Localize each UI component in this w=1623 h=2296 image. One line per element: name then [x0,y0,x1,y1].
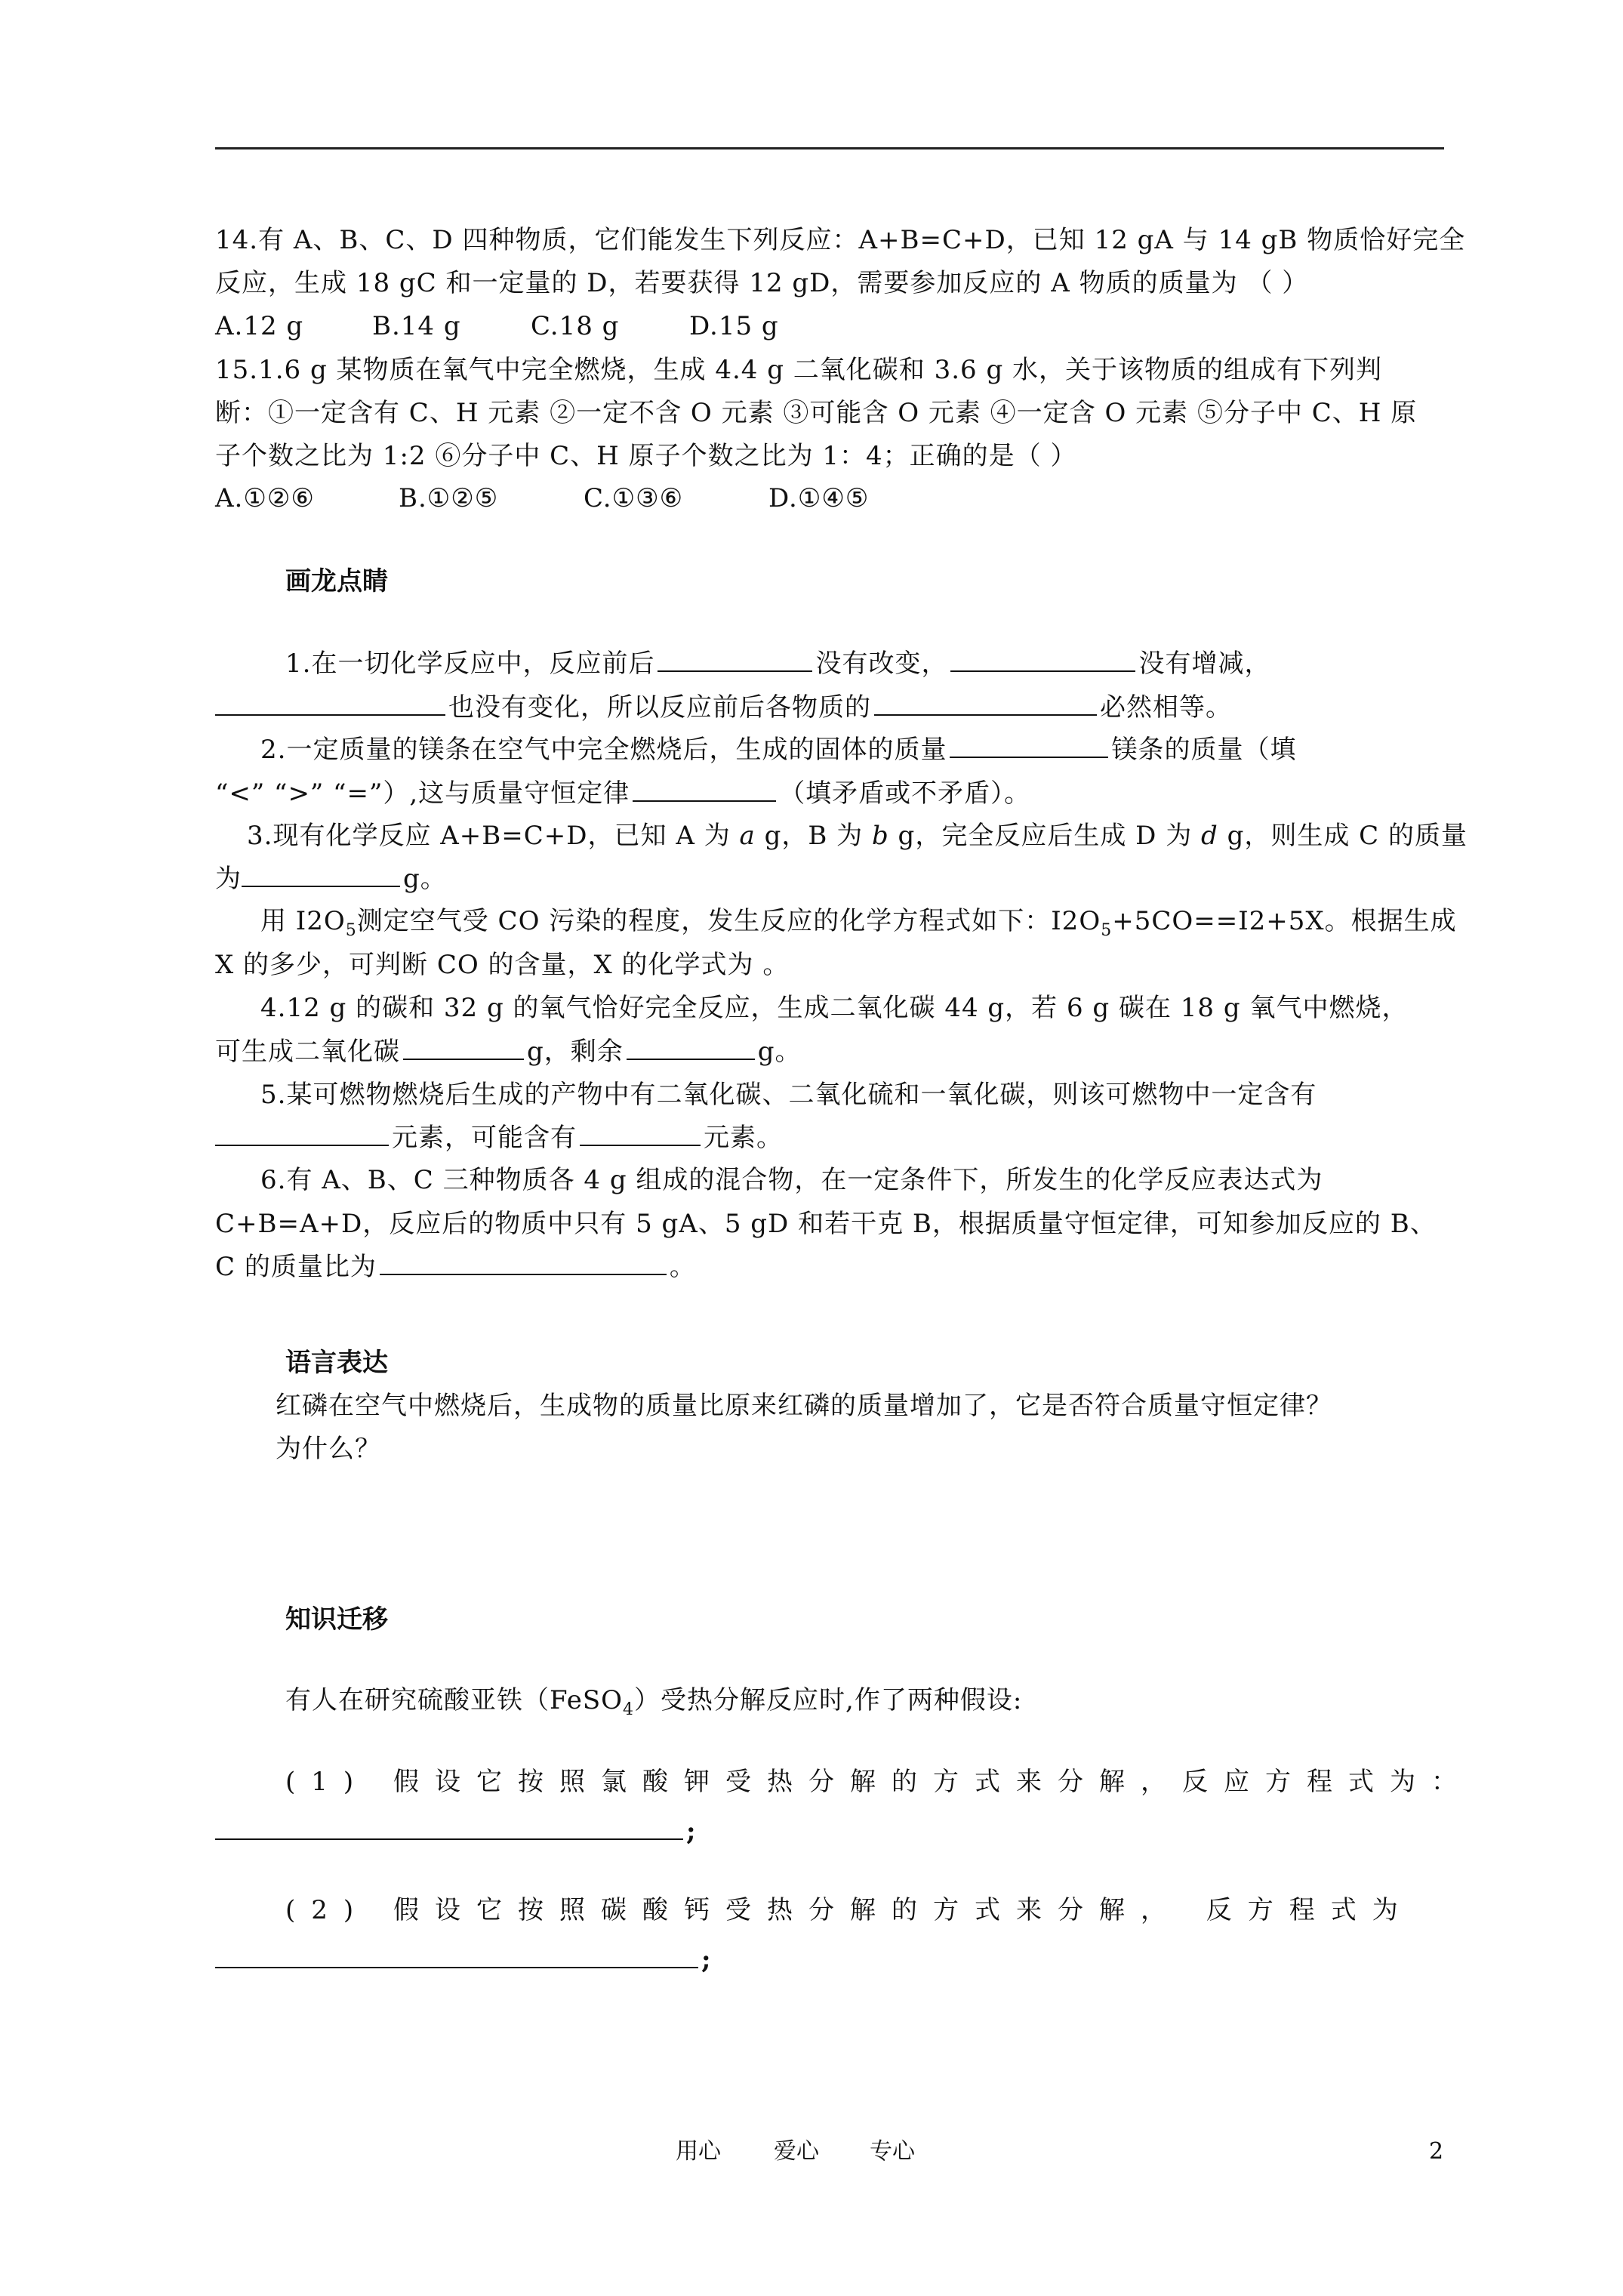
i2o5-line-1: 用 $I2O_5$测定空气受 CO 污染的程度，发生反应的化学方程式如下：$I2O_5+5CO==I2+5X$。根据生成 [260,906,1457,940]
answer-blank[interactable] [403,1036,524,1060]
answer-blank[interactable] [950,734,1108,758]
yuyan-line-2: 为什么？ [276,1434,381,1464]
fill-q6-line-3: C 的质量比为 。 [215,1252,696,1282]
section-heading-hualong: 画龙点睛 [285,566,388,596]
hypothesis-2: (2) 假设它按照碳酸钙受热分解的方式来分解， 反方程式为 [285,1895,1414,1925]
q15-line-2: 断：①一定含有 C、H 元素 ②一定不含 O 元素 ③可能含 O 元素 ④一定含 O 元素 ⑤分子中 C、H 原 [215,398,1418,428]
answer-blank[interactable] [215,1122,389,1146]
footer-item: 爱心 [774,2138,819,2165]
answer-blank[interactable] [580,1122,701,1146]
fill-q1-line-2: 也没有变化，所以反应前后各物质的 必然相等。 [215,692,1232,723]
q14-line-2: 反应，生成 18 gC 和一定量的 D，若要获得 12 gD，需要参加反应的 A 物质的质量为 （ ） [215,268,1309,298]
q14-option-d: D.15 g [689,311,779,341]
qianyi-intro: 有人在研究硫酸亚铁（FeSO$_4$）受热分解反应时,作了两种假设: [285,1685,1023,1719]
fill-q1-line-1: 1.在一切化学反应中，反应前后 没有改变， 没有增减， [285,649,1271,679]
header-rule [215,147,1444,149]
answer-blank[interactable] [380,1251,667,1275]
hypothesis-1: (1) 假设它按照氯酸钾受热分解的方式来分解，反应方程式为： [285,1767,1473,1797]
fill-q5-line-1: 5.某可燃物燃烧后生成的产物中有二氧化碳、二氧化硫和一氧化碳，则该可燃物中一定含有 [260,1080,1317,1110]
fill-q4-line-2: 可生成二氧化碳 g，剩余 g。 [215,1037,802,1067]
hypothesis-1-answer: ; [215,1816,697,1847]
fill-q3-line-2: 为 g。 [215,864,447,894]
answer-blank[interactable] [633,778,776,802]
footer-item: 专心 [870,2138,915,2165]
answer-blank[interactable] [627,1036,755,1060]
answer-blank[interactable] [950,648,1135,672]
answer-blank[interactable] [215,1816,683,1840]
page-number: 2 [1429,2138,1444,2165]
answer-blank[interactable] [658,648,812,672]
fill-q5-line-2: 元素，可能含有 元素。 [215,1122,783,1153]
section-heading-qianyi: 知识迁移 [285,1604,388,1635]
q15-option-a: A.①②⑥ [215,483,315,513]
q14-option-a: A.12 g [215,311,304,341]
answer-blank[interactable] [874,692,1097,716]
q15-line-3: 子个数之比为 1:2 ⑥分子中 C、H 原子个数之比为 1：4；正确的是（ ） [215,441,1077,471]
hypothesis-2-answer: ; [215,1944,712,1975]
fill-q6-line-1: 6.有 A、B、C 三种物质各 4 g 组成的混合物，在一定条件下，所发生的化学反应表达式为 [260,1165,1323,1195]
fill-q2-line-1: 2.一定质量的镁条在空气中完全燃烧后，生成的固体的质量 镁条的质量（填 [260,735,1297,765]
q14-line-1: 14.有 A、B、C、D 四种物质，它们能发生下列反应：A+B=C+D，已知 12 gA 与 14 gB 物质恰好完全 [215,225,1466,255]
fill-q3-line-1: 3.现有化学反应 A+B=C+D，已知 A 为 a g，B 为 b g，完全反应后生成 D 为 d g，则生成 C 的质量 [247,821,1467,851]
answer-blank[interactable] [215,1944,698,1968]
q14-option-c: C.18 g [531,311,620,341]
answer-blank[interactable] [215,692,445,716]
q15-line-1: 15.1.6 g 某物质在氧气中完全燃烧，生成 4.4 g 二氧化碳和 3.6 g 水，关于该物质的组成有下列判 [215,355,1383,385]
fill-q6-line-2: C+B=A+D，反应后的物质中只有 5 gA、5 gD 和若干克 B，根据质量守恒定律，可知参加反应的 B、 [215,1209,1437,1239]
fill-q2-line-2: “<” “>” “=”）,这与质量守恒定律 （填矛盾或不矛盾）。 [215,778,1031,809]
q15-option-c: C.①③⑥ [584,483,684,513]
answer-blank[interactable] [242,863,400,887]
footer-item: 用心 [676,2138,721,2165]
yuyan-line-1: 红磷在空气中燃烧后，生成物的质量比原来红磷的质量增加了，它是否符合质量守恒定律？ [276,1391,1332,1421]
q15-option-d: D.①④⑤ [768,483,870,513]
fill-q4-line-1: 4.12 g 的碳和 32 g 的氧气恰好完全反应，生成二氧化碳 44 g，若 6 g 碳在 18 g 氧气中燃烧， [260,993,1409,1023]
section-heading-yuyan: 语言表达 [285,1348,388,1378]
q15-option-b: B.①②⑤ [399,483,499,513]
q14-option-b: B.14 g [372,311,461,341]
i2o5-line-2: X 的多少，可判断 CO 的含量，X 的化学式为 。 [215,950,790,980]
